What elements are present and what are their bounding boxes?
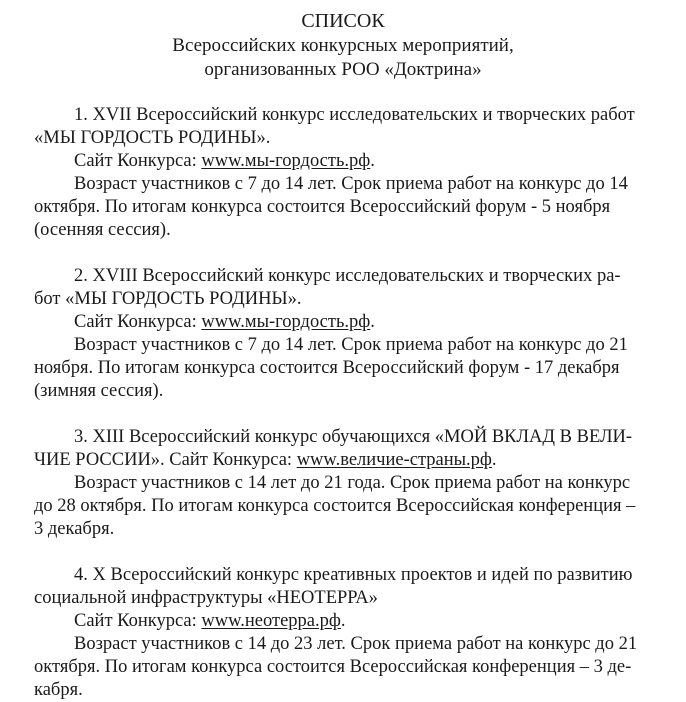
site-label: Сайт Конкурса: [74, 151, 202, 171]
contest-site-line [34, 610, 658, 633]
contest-description-line: Возраст участников с 14 лет до 21 года. Срок приема работ на конкурс [74, 473, 631, 493]
contest-description-line: Возраст участников с 14 до 23 лет. Срок приема работ на конкурс до 21 [74, 634, 638, 654]
contest-heading-line: бот «МЫ ГОРДОСТЬ РОДИНЫ». [34, 289, 302, 309]
contest-heading-line: 3. XIII Всероссийский конкурс обучающихся «МОЙ ВКЛАД В ВЕЛИ- [74, 427, 633, 447]
contest-list [34, 104, 658, 702]
contest-description-line: (осенняя сессия). [34, 220, 171, 240]
site-suffix: . [340, 611, 346, 631]
contest-site-link[interactable]: www.величие-страны.рф [296, 450, 492, 470]
contest-heading-line: 2. XVIII Всероссийский конкурс исследовательских и творческих ра- [74, 266, 621, 286]
contest-description-line: Возраст участников с 7 до 14 лет. Срок приема работ на конкурс до 14 [74, 174, 628, 194]
contest-heading-line: социальной инфраструктуры «НЕОТЕРРА» [34, 588, 378, 608]
document-subtitle-line-1: Всероссийских конкурсных мероприятий, [172, 35, 514, 56]
contest-site-link[interactable]: www.мы-гордость.рф [201, 151, 371, 171]
contest-heading-line: «МЫ ГОРДОСТЬ РОДИНЫ». [34, 128, 271, 148]
contest-description-line: 3 декабря. [34, 519, 115, 539]
document-title: СПИСОК [301, 10, 385, 32]
contest-site-link[interactable]: www.мы-гордость.рф [201, 312, 371, 332]
site-suffix: . [370, 151, 375, 171]
contest-item-2 [34, 265, 658, 403]
contest-heading-line: 1. XVII Всероссийский конкурс исследовательских и творческих работ [74, 105, 635, 125]
contest-description-line: кабря. [34, 680, 83, 700]
contest-description-line: октября. По итогам конкурса состоится Всероссийская конференция – 3 де- [34, 657, 632, 677]
document-header [0, 8, 686, 82]
contest-site-line [34, 150, 658, 173]
contest-item-1 [34, 104, 658, 242]
site-label: Сайт Конкурса: [74, 312, 202, 332]
contest-description-line: до 28 октября. По итогам конкурса состоится Всероссийская конференция – [34, 496, 636, 516]
contest-description-line: ноября. По итогам конкурса состоится Всероссийский форум - 17 декабря [34, 358, 620, 378]
site-suffix: . [370, 312, 375, 332]
contest-heading-line: 4. X Всероссийский конкурс креативных проектов и идей по развитию [74, 565, 633, 585]
contest-item-3 [34, 426, 658, 541]
contest-site-line [34, 311, 658, 334]
contest-site-link[interactable]: www.неотерра.рф [201, 611, 341, 631]
contest-item-4 [34, 564, 658, 702]
document-subtitle-line-2: организованных РОО «Доктрина» [204, 59, 482, 80]
site-suffix: . [491, 450, 497, 470]
contest-heading-line [34, 449, 658, 472]
contest-heading-text: ЧИЕ РОССИИ». Сайт Конкурса: [34, 450, 297, 470]
contest-description-line: октября. По итогам конкурса состоится Всероссийский форум - 5 ноября [34, 197, 611, 217]
contest-description-line: (зимняя сессия). [34, 381, 164, 401]
site-label: Сайт Конкурса: [74, 611, 202, 631]
contest-description-line: Возраст участников с 7 до 14 лет. Срок приема работ на конкурс до 21 [74, 335, 628, 355]
